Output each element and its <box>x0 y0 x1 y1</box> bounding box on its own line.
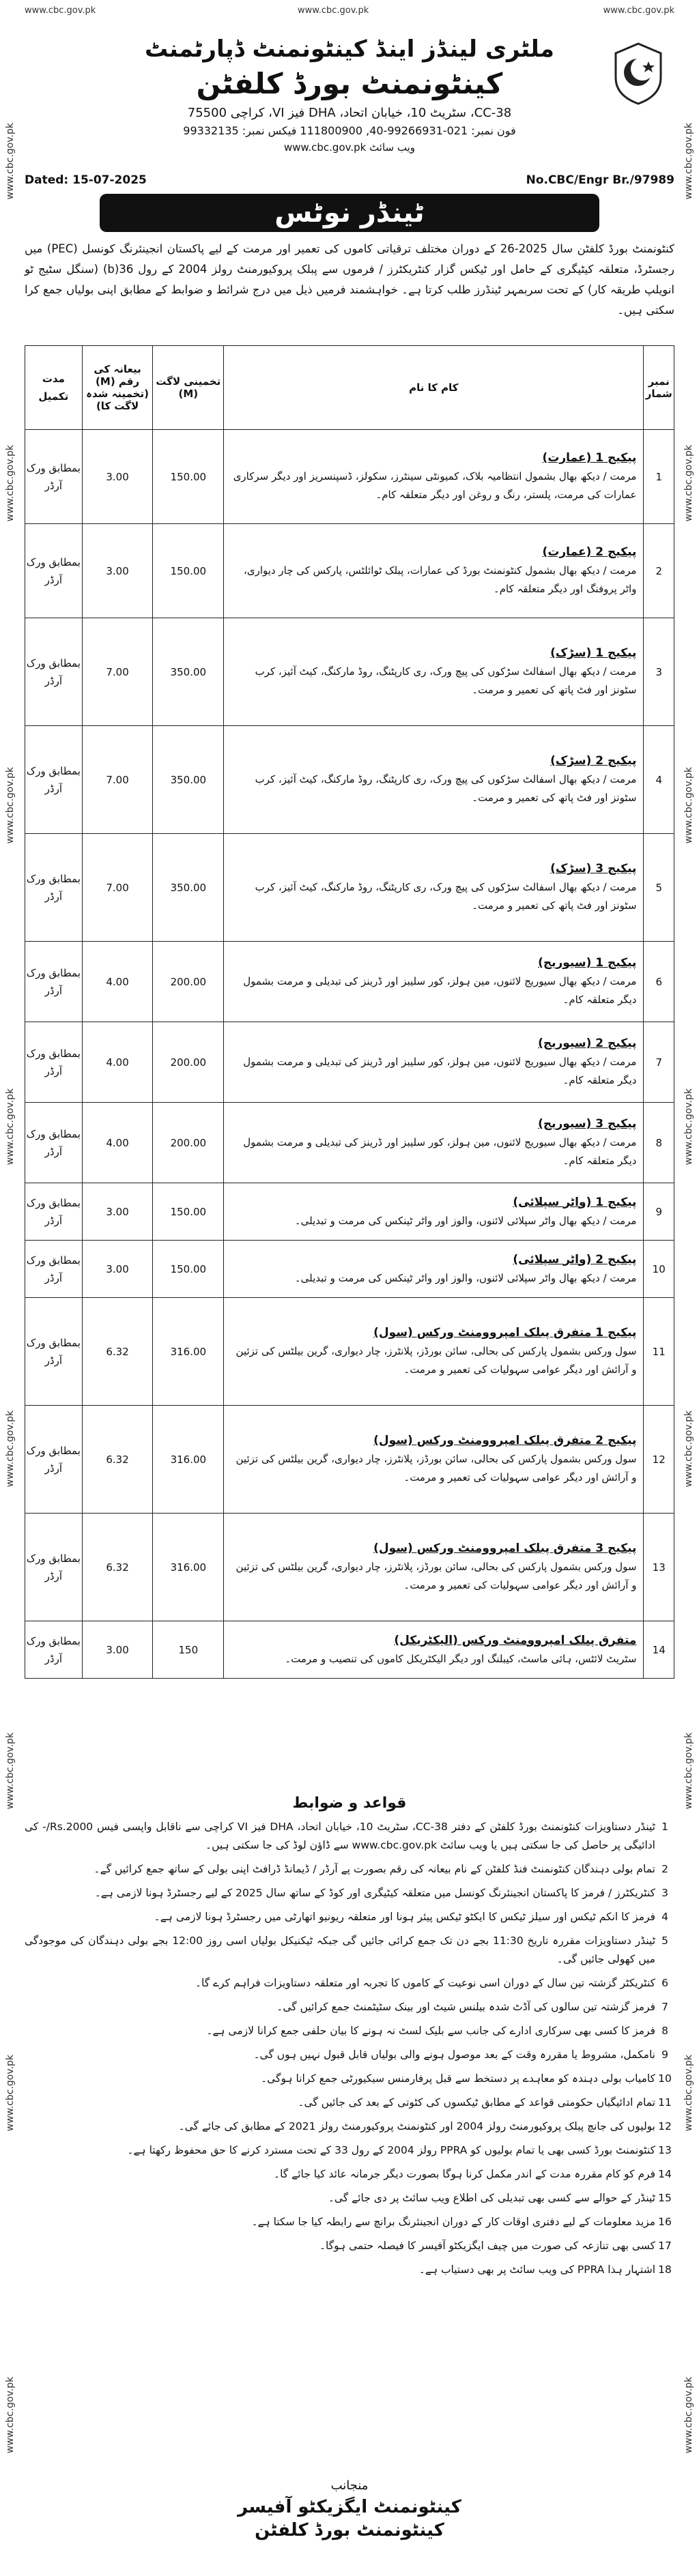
work-description <box>224 834 644 942</box>
package-title: پیکیج 2 (عمارت) <box>542 545 637 559</box>
margin-url: www.cbc.gov.pk <box>5 1410 16 1488</box>
table-row <box>25 1103 674 1183</box>
term-item <box>25 2165 674 2184</box>
terms-list <box>25 1818 674 2473</box>
package-details: مرمت / دیکھ بھال سیوریج لائنوں، مین ہولز، کور سلیبز اور ڈرینز کی تبدیلی و مرمت بشمول دیگر متعلقہ کام۔ <box>243 1056 637 1086</box>
row-number: 9 <box>644 1183 674 1241</box>
term-item <box>25 2046 674 2064</box>
margin-url: www.cbc.gov.pk <box>5 766 16 843</box>
package-title: پیکیج 1 (واٹر سپلائی) <box>513 1195 637 1209</box>
term-item <box>25 1884 674 1902</box>
margin-url: www.cbc.gov.pk <box>683 766 694 843</box>
term-text: نامکمل، مشروط یا مقررہ وقت کے بعد موصول ہونے والی بولیاں قابل قبول نہیں ہوں گی۔ <box>253 2049 655 2061</box>
work-description <box>224 1406 644 1514</box>
terms-title: قواعد و ضوابط <box>292 1795 407 1812</box>
package-details: مرمت / دیکھ بھال سیوریج لائنوں، مین ہولز، کور سلیبز اور ڈرینز کی تبدیلی و مرمت بشمول دیگر متعلقہ کام۔ <box>243 975 637 1006</box>
package-title: پیکیج 1 متفرق پبلک امپروومنٹ ورکس (سول) <box>373 1326 637 1340</box>
table-row <box>25 1621 674 1679</box>
tender-notice-banner: ٹینڈر نوٹس <box>100 194 599 232</box>
table-row <box>25 1298 674 1406</box>
package-details: مرمت / دیکھ بھال بشمول کنٹونمنٹ بورڈ کی عمارات، پبلک ٹوائلٹس، پارکس کی چار دیواری، واٹر پروفنگ اور دیگر متعلقہ کام۔ <box>244 564 637 595</box>
term-text: فرمز کا انکم ٹیکس اور سیلز ٹیکس کا ایکٹو ٹیکس پیئر ہونا اور متعلقہ ریونیو اتھارٹی میں رجسٹرڈ ہونا لازمی ہے۔ <box>154 1911 655 1923</box>
row-number: 2 <box>644 524 674 618</box>
estimated-cost: 150.00 <box>153 430 224 524</box>
row-number: 12 <box>644 1406 674 1514</box>
completion-period: بمطابق ورک آرڈر <box>25 1241 83 1298</box>
row-number: 8 <box>644 1103 674 1183</box>
table-row <box>25 1022 674 1103</box>
package-title: پیکیج 2 (سڑک) <box>550 754 637 768</box>
work-description <box>224 1103 644 1183</box>
term-number: 14 <box>658 2168 672 2180</box>
completion-period: بمطابق ورک آرڈر <box>25 1183 83 1241</box>
reference-number: Dated: 15-07-2025 <box>25 173 147 187</box>
term-number: 15 <box>658 2192 672 2204</box>
term-item <box>25 2070 674 2088</box>
term-number: 2 <box>661 1863 668 1875</box>
row-number: 3 <box>644 618 674 726</box>
term-text: کسی بھی تنازعہ کی صورت میں چیف ایگزیکٹو آفیسر کا فیصلہ حتمی ہوگا۔ <box>319 2240 655 2252</box>
estimated-cost: 316.00 <box>153 1514 224 1621</box>
signature-block <box>25 2478 674 2567</box>
completion-period: بمطابق ورک آرڈر <box>25 1298 83 1406</box>
term-text: مزید معلومات کے لیے دفتری اوقات کار کے دوران انجینئرنگ برانچ سے رابطہ کیا جا سکتا ہے۔ <box>251 2216 655 2228</box>
package-details: سول ورکس بشمول پارکس کی بحالی، سائن بورڈز، پلانٹرز، چار دیواری، گرین بیلٹس کی تزئین و آرائش اور دیگر عوامی سہولیات کی تعمیر و مرمت۔ <box>236 1345 637 1376</box>
package-title: متفرق پبلک امپروومنٹ ورکس (الیکٹریکل) <box>394 1633 637 1647</box>
term-item <box>25 2117 674 2136</box>
package-title: پیکیج 1 (عمارت) <box>542 451 637 465</box>
package-details: سول ورکس بشمول پارکس کی بحالی، سائن بورڈز، پلانٹرز، چار دیواری، گرین بیلٹس کی تزئین و آرائش اور دیگر عوامی سہولیات کی تعمیر و مرمت۔ <box>236 1561 637 1591</box>
package-title: پیکیج 3 (سڑک) <box>550 862 637 875</box>
bid-security: 6.32 <box>82 1514 153 1621</box>
term-number: 4 <box>661 1911 668 1923</box>
completion-period: بمطابق ورک آرڈر <box>25 834 83 942</box>
letterhead <box>25 23 674 180</box>
col-header-cost: تخمینی لاگت (M) <box>153 346 224 430</box>
work-description <box>224 1183 644 1241</box>
reference-date: No.CBC/Engr Br./97989 <box>526 173 674 187</box>
term-text: تمام بولی دہندگان کنٹونمنٹ فنڈ کلفٹن کے نام بیعانہ کی رقم بصورت پے آرڈر / ڈیمانڈ ڈرافٹ اپنی بولی کے ساتھ جمع کرائیں گے۔ <box>94 1863 655 1875</box>
estimated-cost: 316.00 <box>153 1406 224 1514</box>
reference-row <box>25 173 674 190</box>
bid-security: 7.00 <box>82 834 153 942</box>
package-details: مرمت / دیکھ بھال اسفالٹ سڑکوں کی پیچ ورک، ری کارپٹنگ، روڈ مارکنگ، کیٹ آئیز، کرب سٹونز اور فٹ پاتھ کی تعمیر و مرمت۔ <box>255 881 637 912</box>
estimated-cost: 200.00 <box>153 942 224 1022</box>
package-details: سول ورکس بشمول پارکس کی بحالی، سائن بورڈز، پلانٹرز، چار دیواری، گرین بیلٹس کی تزئین و آرائش اور دیگر عوامی سہولیات کی تعمیر و مرمت۔ <box>236 1453 637 1484</box>
term-text: فرمز کا کسی بھی سرکاری ادارے کی جانب سے بلیک لسٹ نہ ہونے کا بیان حلفی جمع کرانا لازمی ہے۔ <box>206 2025 655 2037</box>
package-details: مرمت / دیکھ بھال سیوریج لائنوں، مین ہولز، کور سلیبز اور ڈرینز کی تبدیلی و مرمت بشمول دیگر متعلقہ کام۔ <box>243 1136 637 1167</box>
row-number: 5 <box>644 834 674 942</box>
term-number: 3 <box>661 1887 668 1899</box>
work-description <box>224 430 644 524</box>
term-number: 6 <box>661 1977 668 1989</box>
bid-security: 3.00 <box>82 1621 153 1679</box>
bid-security: 6.32 <box>82 1298 153 1406</box>
crescent-star-emblem-icon <box>608 38 669 106</box>
term-number: 1 <box>661 1821 668 1833</box>
package-details: مرمت / دیکھ بھال واٹر سپلائی لائنوں، والوز اور واٹر ٹینکس کی مرمت و تبدیلی۔ <box>294 1271 637 1284</box>
term-item <box>25 1860 674 1879</box>
department-name: ملٹری لینڈز اینڈ کینٹونمنٹ ڈپارٹمنٹ <box>145 35 554 63</box>
term-item <box>25 1998 674 2016</box>
package-title: پیکیج 3 متفرق پبلک امپروومنٹ ورکس (سول) <box>373 1542 637 1555</box>
estimated-cost: 316.00 <box>153 1298 224 1406</box>
term-number: 10 <box>658 2072 672 2085</box>
signature-officer: کینٹونمنٹ ایگزیکٹو آفیسر <box>238 2497 461 2517</box>
right-margin-urls <box>679 0 699 2576</box>
package-details: مرمت / دیکھ بھال بشمول انتظامیہ بلاک، کمیونٹی سینٹرز، سکولز، ڈسپنسریز اور دیگر سرکاری عمارات کی مرمت، پلستر، رنگ و روغن اور دیگر متعلقہ کام۔ <box>233 470 637 501</box>
term-text: اشتہار ہذا PPRA کی ویب سائٹ پر بھی دستیاب ہے۔ <box>418 2263 655 2276</box>
work-description <box>224 1022 644 1103</box>
term-number: 8 <box>661 2025 668 2037</box>
margin-url: www.cbc.gov.pk <box>5 1088 16 1166</box>
margin-url: www.cbc.gov.pk <box>5 444 16 521</box>
term-text: تمام ادائیگیاں حکومتی قواعد کے مطابق ٹیکسوں کی کٹوتی کے بعد کی جائیں گی۔ <box>298 2096 655 2109</box>
completion-period: بمطابق ورک آرڈر <box>25 1406 83 1514</box>
estimated-cost: 200.00 <box>153 1022 224 1103</box>
term-item <box>25 1818 674 1855</box>
estimated-cost: 200.00 <box>153 1103 224 1183</box>
package-details: مرمت / دیکھ بھال اسفالٹ سڑکوں کی پیچ ورک، ری کارپٹنگ، روڈ مارکنگ، کیٹ آئیز، کرب سٹونز اور فٹ پاتھ کی تعمیر و مرمت۔ <box>255 665 637 696</box>
margin-url: www.cbc.gov.pk <box>683 1733 694 1810</box>
table-row <box>25 430 674 524</box>
row-number: 7 <box>644 1022 674 1103</box>
bid-security: 4.00 <box>82 1103 153 1183</box>
top-url-right: www.cbc.gov.pk <box>603 5 674 16</box>
bid-security: 3.00 <box>82 430 153 524</box>
office-address: CC-38، سٹریٹ 10، خیابان اتحاد، DHA فیز VI، کراچی 75500 <box>187 106 512 120</box>
term-item <box>25 2261 674 2279</box>
work-description <box>224 1621 644 1679</box>
col-header-period: مدت تکمیل <box>25 346 83 430</box>
table-row <box>25 1514 674 1621</box>
completion-period: بمطابق ورک آرڈر <box>25 524 83 618</box>
row-number: 11 <box>644 1298 674 1406</box>
term-item <box>25 1908 674 1926</box>
term-number: 16 <box>658 2216 672 2228</box>
estimated-cost: 150.00 <box>153 524 224 618</box>
table-row <box>25 1406 674 1514</box>
bid-security: 3.00 <box>82 524 153 618</box>
margin-url: www.cbc.gov.pk <box>5 1733 16 1810</box>
left-margin-urls <box>0 0 20 2576</box>
tender-table <box>25 345 674 1679</box>
completion-period: بمطابق ورک آرڈر <box>25 1514 83 1621</box>
package-details: سٹریٹ لائٹس، ہائی ماسٹ، کیبلنگ اور دیگر الیکٹریکل کاموں کی تنصیب و مرمت۔ <box>285 1652 637 1665</box>
signature-board: کینٹونمنٹ بورڈ کلفٹن <box>255 2520 444 2541</box>
table-row <box>25 1183 674 1241</box>
table-row <box>25 834 674 942</box>
row-number: 10 <box>644 1241 674 1298</box>
term-text: کامیاب بولی دہندہ کو معاہدے پر دستخط سے قبل پرفارمنس سیکیورٹی جمع کرانا ہوگی۔ <box>261 2072 655 2085</box>
term-item <box>25 1974 674 1993</box>
col-header-work: کام کا نام <box>224 346 644 430</box>
work-description <box>224 726 644 834</box>
estimated-cost: 150.00 <box>153 1183 224 1241</box>
bid-security: 6.32 <box>82 1406 153 1514</box>
term-number: 13 <box>658 2144 672 2156</box>
phone-numbers: فون نمبر: 021-99266931-40, 111800900 فیکس نمبر: 99332135 <box>183 124 516 137</box>
package-title: پیکیج 1 (سیوریج) <box>538 956 637 970</box>
work-description <box>224 1298 644 1406</box>
row-number: 6 <box>644 942 674 1022</box>
work-description <box>224 524 644 618</box>
term-number: 7 <box>661 2001 668 2013</box>
table-header-row <box>25 346 674 430</box>
term-number: 5 <box>661 1935 668 1947</box>
intro-paragraph: کنٹونمنٹ بورڈ کلفٹن سال 2025-26 کے دوران مختلف ترقیاتی کاموں کی تعمیر اور مرمت کے لیے پاکستان انجینئرنگ کونسل (PEC) میں رجسٹرڈ، متعلقہ کیٹیگری کے حامل اور ٹیکس گزار کنٹریکٹرز / فرموں سے پبلک پروکیورمنٹ رولز 2004 کے رول 36(b) (سنگل سٹیج ٹو انویلپ طریقہ کار) کے تحت سربمہر ٹینڈرز طلب کرتا ہے۔ خواہشمند فرمیں ذیل میں درج شرائط و ضوابط کے مطابق اپنی بولیاں جمع کرا سکتی ہیں۔ <box>25 242 674 317</box>
top-url-left: www.cbc.gov.pk <box>25 5 96 16</box>
margin-url: www.cbc.gov.pk <box>5 2376 16 2454</box>
margin-url: www.cbc.gov.pk <box>683 1410 694 1488</box>
term-item <box>25 2094 674 2112</box>
term-item <box>25 1932 674 1969</box>
estimated-cost: 150.00 <box>153 1241 224 1298</box>
package-title: پیکیج 2 متفرق پبلک امپروومنٹ ورکس (سول) <box>373 1434 637 1447</box>
bid-security: 4.00 <box>82 942 153 1022</box>
work-description <box>224 618 644 726</box>
term-text: فرمز گزشتہ تین سالوں کی آڈٹ شدہ بیلنس شیٹ اور بینک سٹیٹمنٹ جمع کرائیں گی۔ <box>276 2001 655 2013</box>
table-row <box>25 524 674 618</box>
work-description <box>224 942 644 1022</box>
term-text: بولیوں کی جانچ پبلک پروکیورمنٹ رولز 2004 اور کنٹونمنٹ پروکیورمنٹ رولز 2021 کے مطابق کی جائے گی۔ <box>178 2120 655 2132</box>
completion-period: بمطابق ورک آرڈر <box>25 1621 83 1679</box>
table-row <box>25 726 674 834</box>
term-text: ٹینڈر کے حوالے سے کسی بھی تبدیلی کی اطلاع ویب سائٹ پر دی جائے گی۔ <box>328 2192 655 2204</box>
term-text: ٹینڈر دستاویزات کنٹونمنٹ بورڈ کلفٹن کے دفتر CC-38، سٹریٹ 10، خیابان اتحاد، DHA فیز VI کراچی سے ناقابل واپسی فیس Rs.2000/- کی ادائیگی پر حاصل کی جا سکتی ہیں یا ویب سائٹ www.cbc.gov.pk سے ڈاؤن لوڈ کی جا سکتی ہیں۔ <box>25 1821 655 1851</box>
work-description <box>224 1241 644 1298</box>
package-title: پیکیج 2 (واٹر سپلائی) <box>513 1252 637 1267</box>
term-text: ٹینڈر دستاویزات مقررہ تاریخ 11:30 بجے دن تک جمع کرائی جائیں گی جبکہ ٹیکنیکل بولیاں اسی روز 12:00 بجے بولی دہندگان کی موجودگی میں کھولی جائیں گی۔ <box>25 1935 656 1965</box>
term-item <box>25 2022 674 2040</box>
estimated-cost: 350.00 <box>153 726 224 834</box>
col-header-bid: بیعانہ کی رقم (M) (تخمینہ شدہ لاگت کا) <box>82 346 153 430</box>
completion-period: بمطابق ورک آرڈر <box>25 942 83 1022</box>
term-item <box>25 2237 674 2255</box>
term-text: فرم کو کام مقررہ مدت کے اندر مکمل کرنا ہوگا بصورت دیگر جرمانہ عائد کیا جائے گا۔ <box>274 2168 655 2180</box>
term-number: 12 <box>658 2120 672 2132</box>
bid-security: 7.00 <box>82 726 153 834</box>
estimated-cost: 350.00 <box>153 834 224 942</box>
work-description <box>224 1514 644 1621</box>
completion-period: بمطابق ورک آرڈر <box>25 618 83 726</box>
top-url-center: www.cbc.gov.pk <box>298 5 369 16</box>
completion-period: بمطابق ورک آرڈر <box>25 1103 83 1183</box>
term-text: کنٹریکٹرز / فرمز کا پاکستان انجینئرنگ کونسل میں متعلقہ کیٹیگری اور کوڈ کے ساتھ سال 2025 کے لیے رجسٹرڈ ہونا لازمی ہے۔ <box>94 1887 655 1899</box>
completion-period: بمطابق ورک آرڈر <box>25 430 83 524</box>
row-number: 13 <box>644 1514 674 1621</box>
margin-url: www.cbc.gov.pk <box>683 122 694 200</box>
margin-url: www.cbc.gov.pk <box>5 122 16 200</box>
tender-notice-page <box>25 0 674 2576</box>
estimated-cost: 350.00 <box>153 618 224 726</box>
package-title: پیکیج 1 (سڑک) <box>550 646 637 660</box>
board-name: کینٹونمنٹ بورڈ کلفٹن <box>196 67 503 100</box>
tender-table-body <box>25 430 674 1679</box>
term-number: 17 <box>658 2240 672 2252</box>
package-title: پیکیج 2 (سیوریج) <box>538 1037 637 1050</box>
term-item <box>25 2189 674 2208</box>
estimated-cost: 150 <box>153 1621 224 1679</box>
completion-period: بمطابق ورک آرڈر <box>25 1022 83 1103</box>
term-number: 11 <box>658 2096 672 2109</box>
completion-period: بمطابق ورک آرڈر <box>25 726 83 834</box>
row-number: 4 <box>644 726 674 834</box>
package-title: پیکیج 3 (سیوریج) <box>538 1117 637 1131</box>
row-number: 14 <box>644 1621 674 1679</box>
term-number: 18 <box>658 2263 672 2276</box>
term-item <box>25 2213 674 2231</box>
bid-security: 3.00 <box>82 1241 153 1298</box>
table-row <box>25 618 674 726</box>
margin-url: www.cbc.gov.pk <box>683 2376 694 2454</box>
bid-security: 4.00 <box>82 1022 153 1103</box>
col-header-no: نمبر شمار <box>644 346 674 430</box>
table-row <box>25 1241 674 1298</box>
term-item <box>25 2141 674 2160</box>
margin-url: www.cbc.gov.pk <box>683 2055 694 2132</box>
margin-url: www.cbc.gov.pk <box>683 444 694 521</box>
row-number: 1 <box>644 430 674 524</box>
bid-security: 3.00 <box>82 1183 153 1241</box>
package-details: مرمت / دیکھ بھال اسفالٹ سڑکوں کی پیچ ورک، ری کارپٹنگ، روڈ مارکنگ، کیٹ آئیز، کرب سٹونز اور فٹ پاتھ کی تعمیر و مرمت۔ <box>255 773 637 804</box>
term-text: کنٹونمنٹ بورڈ کسی بھی یا تمام بولیوں کو PPRA رولز 2004 کے رول 33 کے تحت مسترد کرنے کا حق محفوظ رکھتا ہے۔ <box>127 2144 655 2156</box>
package-details: مرمت / دیکھ بھال واٹر سپلائی لائنوں، والوز اور واٹر ٹینکس کی مرمت و تبدیلی۔ <box>294 1214 637 1227</box>
term-number: 9 <box>661 2049 668 2061</box>
margin-url: www.cbc.gov.pk <box>5 2055 16 2132</box>
margin-url: www.cbc.gov.pk <box>683 1088 694 1166</box>
website-line: www.cbc.gov.pk ویب سائٹ <box>283 141 416 154</box>
table-row <box>25 942 674 1022</box>
term-text: کنٹریکٹر گزشتہ تین سال کے دوران اسی نوعیت کے کاموں کا تجربہ اور متعلقہ دستاویزات فراہم کرے گا۔ <box>195 1977 655 1989</box>
bid-security: 7.00 <box>82 618 153 726</box>
signature-by: منجانب <box>330 2478 369 2493</box>
top-url-bar <box>25 5 674 19</box>
